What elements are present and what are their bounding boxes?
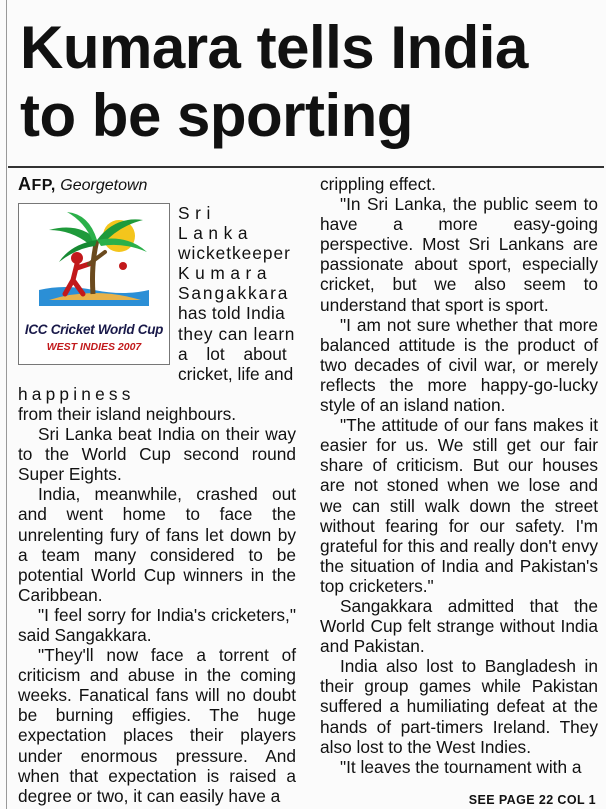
paragraph: India, meanwhile, crashed out and went home to face the unrelenting fury of fans let down by a team many considered to be potential World Cup winners in the Caribbean. [18, 484, 296, 605]
column-right [320, 174, 598, 777]
paragraph: "I feel sorry for India's cricketers," said Sangakkara. [18, 604, 296, 645]
headline-line-2: to be sporting [20, 82, 413, 149]
headline-rule [8, 166, 604, 168]
headline-line-1: Kumara tells India [20, 14, 528, 81]
intro-line: Sri Lanka [178, 203, 254, 244]
intro-line: cricket, life and [178, 363, 294, 384]
intro-line: happiness [18, 383, 135, 404]
paragraph: "I am not sure whether that more balanced attitude is the product of two decades of civil war, or merely reflects the more happy-go-lucky style of an island nation. [320, 314, 598, 416]
byline-city: Georgetown [60, 177, 148, 194]
world-cup-logo [18, 203, 170, 365]
intro-tail: from their island neighbours. [18, 403, 237, 424]
paragraph: India also lost to Bangladesh in their group games while Pakistan suffered a humiliating defeat at the hands of part-timers Ireland. They also lost to the West Indies. [320, 656, 598, 757]
intro-line: Sangakkara [178, 283, 290, 304]
paragraph-continued: crippling effect. [320, 174, 436, 194]
intro-line: a lot about [178, 343, 287, 364]
paragraph: "They'll now face a torrent of criticism and abuse in the coming weeks. Fanatical fans will no doubt be burning effigies. The huge expectation places their players under enormous pressure. And when that expectation is raised a degree or two, it can easily have a [18, 645, 296, 806]
paragraph: "The attitude of our fans makes it easier for us. We still get our fair share of criticism. But our houses are not stoned when we lose and we can still walk down the street without fearing for our safety. I'm grateful for this and really don't envy the situation of India and Pakistan's top cricketers." [320, 415, 598, 596]
paragraph: Sri Lanka beat India on their way to the World Cup second round Super Eights. [18, 424, 296, 485]
continuation-note: SEE PAGE 22 COL 1 [468, 793, 596, 807]
paragraph: Sangakkara admitted that the World Cup felt strange without India and Pakistan. [320, 595, 598, 657]
cricket-world-cup-palm-logo-icon [19, 204, 169, 324]
paragraph: "It leaves the tournament with a [340, 756, 582, 777]
paragraph: "In Sri Lanka, the public seem to have a more easy-going perspective. Most Sri Lankans are passionate about sport, especially cricket, but we also seem to understand that sport is sport. [320, 194, 598, 315]
intro-line: Kumara [178, 263, 273, 284]
intro-line: they can learn [178, 323, 295, 344]
byline [18, 174, 296, 196]
logo-subtitle: WEST INDIES 2007 [46, 341, 142, 353]
intro-line: wicketkeeper [178, 243, 291, 264]
logo-title: ICC Cricket World Cup [24, 322, 164, 337]
intro-line: has told India [178, 303, 286, 324]
column-left [18, 174, 296, 806]
headline [20, 14, 600, 150]
byline-agency: AFP, [18, 174, 56, 194]
